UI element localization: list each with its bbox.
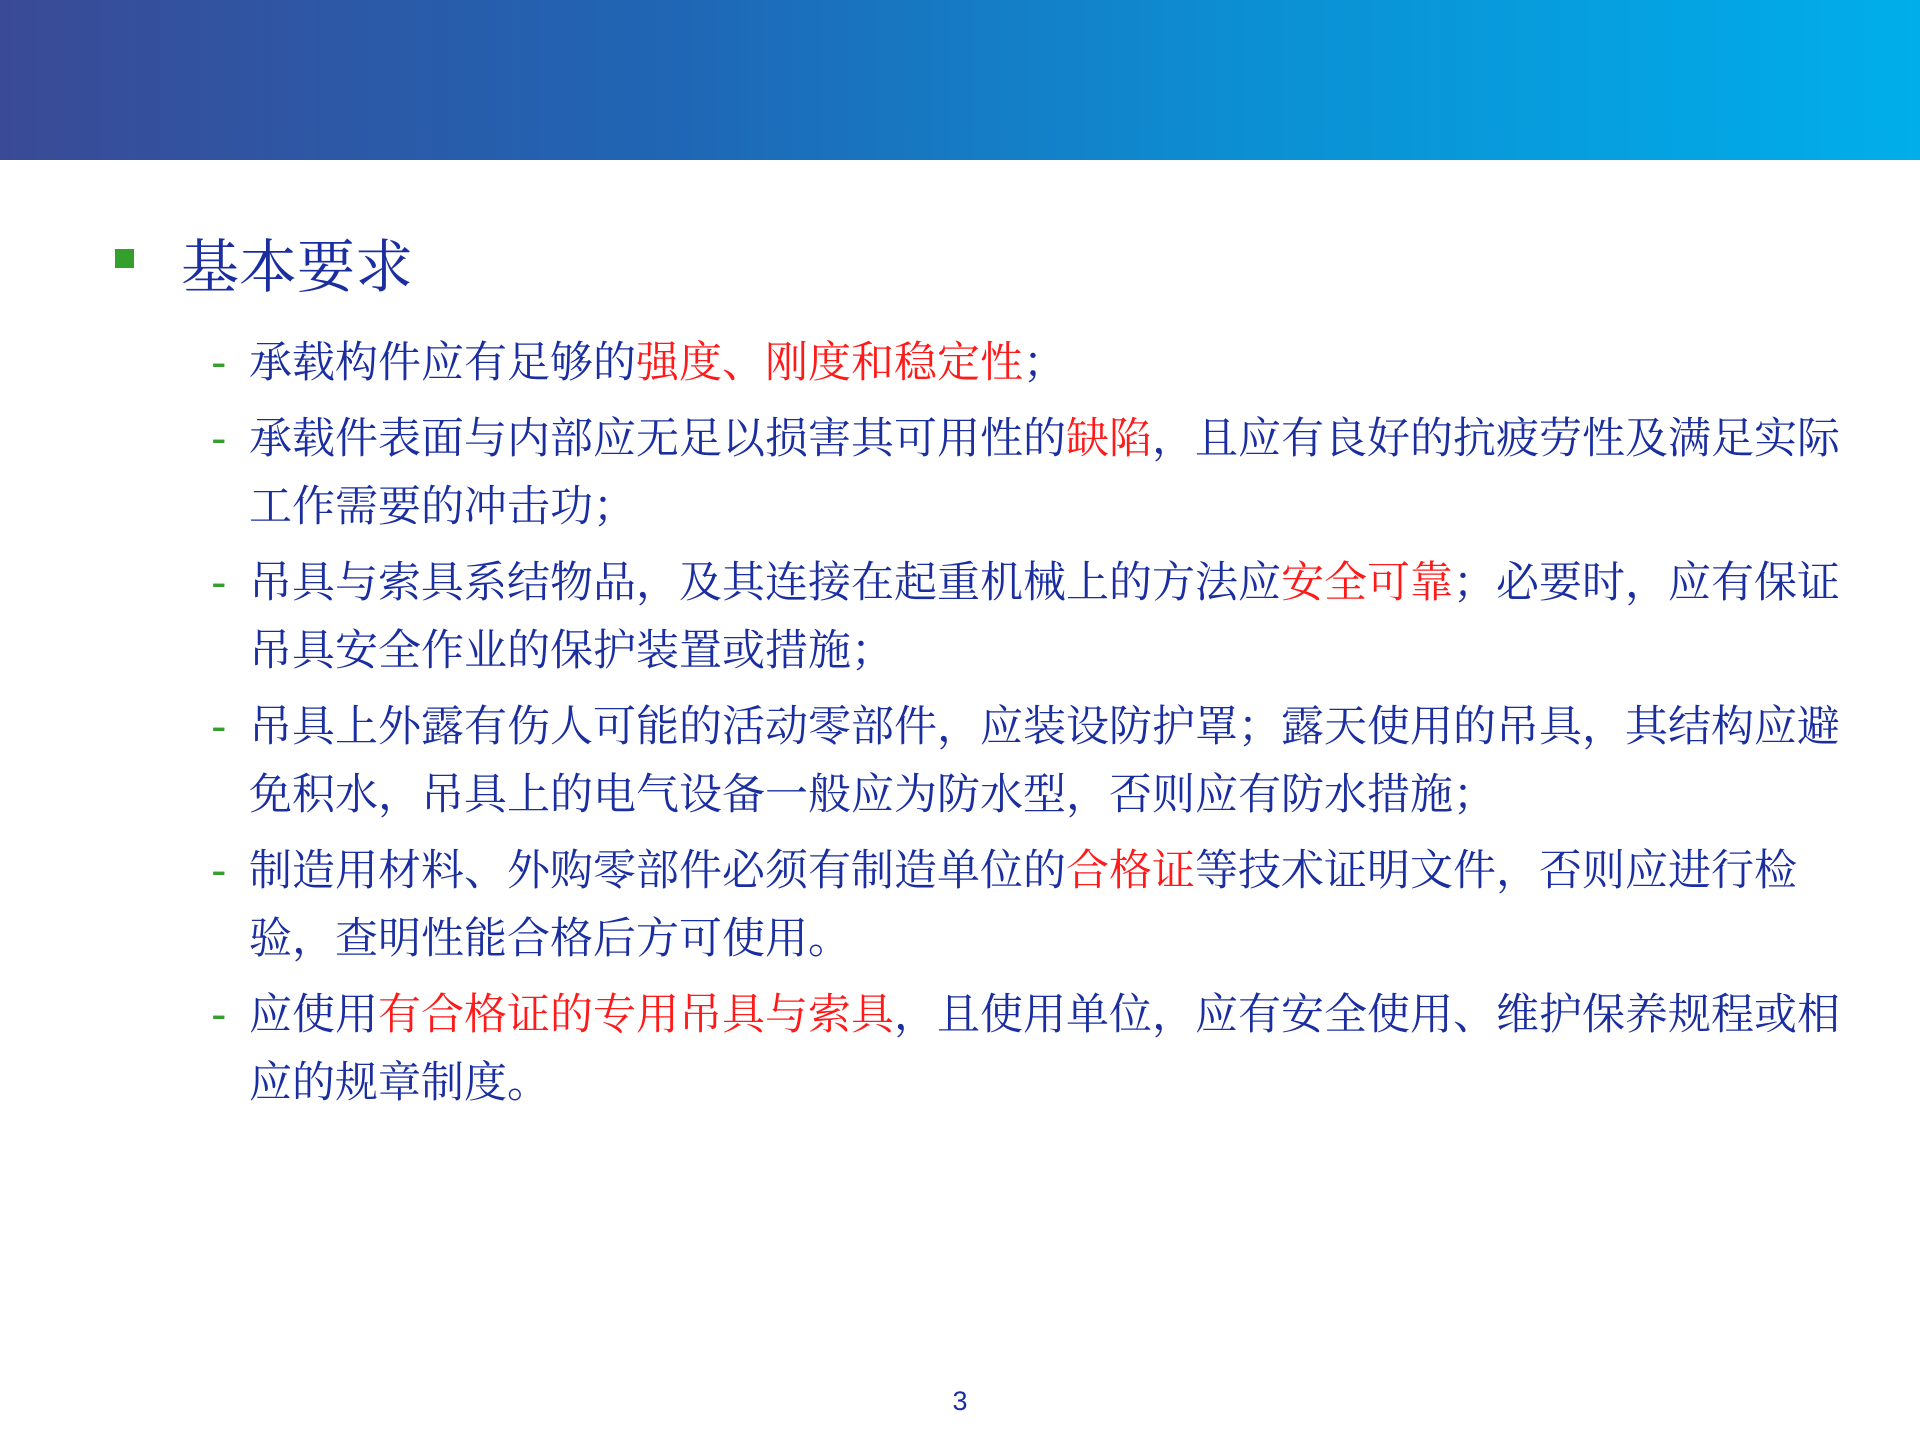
dash-bullet: - bbox=[211, 846, 227, 896]
dash-bullet: - bbox=[211, 990, 227, 1040]
highlighted-text: 有合格证的专用吊具与索具 bbox=[378, 990, 894, 1040]
slide-content bbox=[110, 225, 1870, 1125]
item-text: ，且应有良好的抗疲劳性及满足实际工作需要的冲击功； bbox=[249, 414, 1840, 532]
header-banner bbox=[0, 0, 1920, 160]
dash-bullet: - bbox=[211, 702, 227, 752]
highlighted-text: 安全可靠 bbox=[1281, 558, 1453, 608]
highlighted-text: 强度、刚度和稳定性 bbox=[636, 338, 1023, 388]
item-text: ； bbox=[1023, 338, 1066, 388]
item-text: 应使用 bbox=[249, 990, 378, 1040]
requirement-item bbox=[110, 837, 1849, 973]
item-text: 制造用材料、外购零部件必须有制造单位的 bbox=[249, 846, 1066, 896]
requirement-list bbox=[110, 329, 1870, 1117]
item-text: 吊具与索具系结物品，及其连接在起重机械上的方法应 bbox=[249, 558, 1281, 608]
item-text: 吊具上外露有伤人可能的活动零部件，应装设防护罩；露天使用的吊具，其结构应避免积水，吊具上的电气设备一般应为防水型，否则应有防水措施； bbox=[249, 702, 1840, 820]
highlighted-text: 合格证 bbox=[1066, 846, 1195, 896]
dash-bullet: - bbox=[211, 558, 227, 608]
requirement-item bbox=[110, 981, 1849, 1117]
requirement-item bbox=[110, 693, 1849, 829]
requirement-item bbox=[110, 329, 1849, 397]
item-text: 等技术证明文件，否则应进行检验，查明性能合格后方可使用。 bbox=[249, 846, 1797, 964]
dash-bullet: - bbox=[211, 414, 227, 464]
section-heading bbox=[110, 225, 1870, 309]
square-bullet-icon bbox=[115, 249, 134, 268]
heading-text: 基本要求 bbox=[181, 233, 414, 301]
dash-bullet: - bbox=[211, 338, 227, 388]
page-number: 3 bbox=[952, 1386, 968, 1416]
item-text: ；必要时，应有保证吊具安全作业的保护装置或措施； bbox=[249, 558, 1840, 676]
highlighted-text: 缺陷 bbox=[1066, 414, 1152, 464]
item-text: 承载构件应有足够的 bbox=[249, 338, 636, 388]
item-text: 承载件表面与内部应无足以损害其可用性的 bbox=[249, 414, 1066, 464]
item-text: ，且使用单位，应有安全使用、维护保养规程或相应的规章制度。 bbox=[249, 990, 1840, 1108]
requirement-item bbox=[110, 405, 1849, 541]
requirement-item bbox=[110, 549, 1849, 685]
